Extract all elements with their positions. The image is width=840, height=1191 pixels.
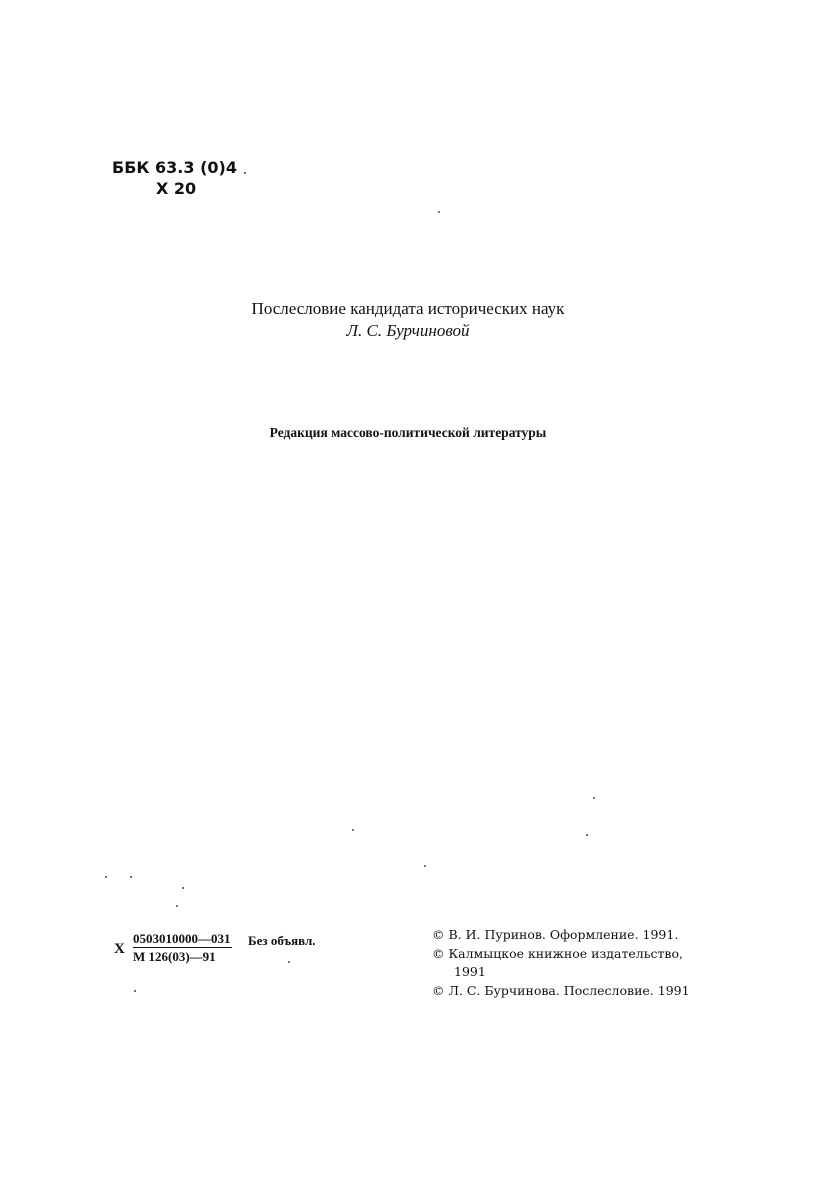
copyright-publisher: © Калмыцкое книжное издательство, (432, 945, 683, 961)
index-numerator: 0503010000—031 (133, 931, 231, 946)
copyright-design: © В. И. Пуринов. Оформление. 1991. (432, 927, 679, 942)
scan-speck (105, 876, 107, 878)
bbk-classification (112, 157, 237, 199)
scan-speck (424, 865, 426, 867)
scan-speck (288, 961, 290, 963)
afterword-credit (0, 298, 816, 342)
scan-speck (352, 829, 354, 831)
copyright-publisher-year: 1991 (454, 964, 486, 979)
scan-speck (176, 905, 178, 907)
scan-speck (130, 876, 132, 878)
scan-speck (586, 834, 588, 836)
scan-speck (438, 211, 440, 213)
bbk-code: ББК 63.3 (0)4 (112, 158, 237, 177)
index-letter: Х (114, 941, 125, 957)
afterword-title: Послесловие кандидата исторических наук (251, 299, 565, 318)
scan-speck (182, 887, 184, 889)
scan-speck (244, 172, 246, 174)
copyright-afterword: © Л. С. Бурчинова. Послесловие. 1991 (432, 982, 690, 998)
author-mark: Х 20 (156, 179, 197, 198)
index-fraction (133, 930, 232, 966)
editorial-office: Редакция массово-политической литературы (269, 425, 547, 440)
index-denominator: М 126(03)—91 (133, 949, 216, 964)
scan-speck (593, 797, 595, 799)
copyright-notices (432, 926, 690, 1000)
scan-speck (134, 990, 136, 992)
no-announcement-note: Без объявл. (248, 933, 316, 948)
afterword-author: Л. С. Бурчиновой (346, 321, 470, 340)
